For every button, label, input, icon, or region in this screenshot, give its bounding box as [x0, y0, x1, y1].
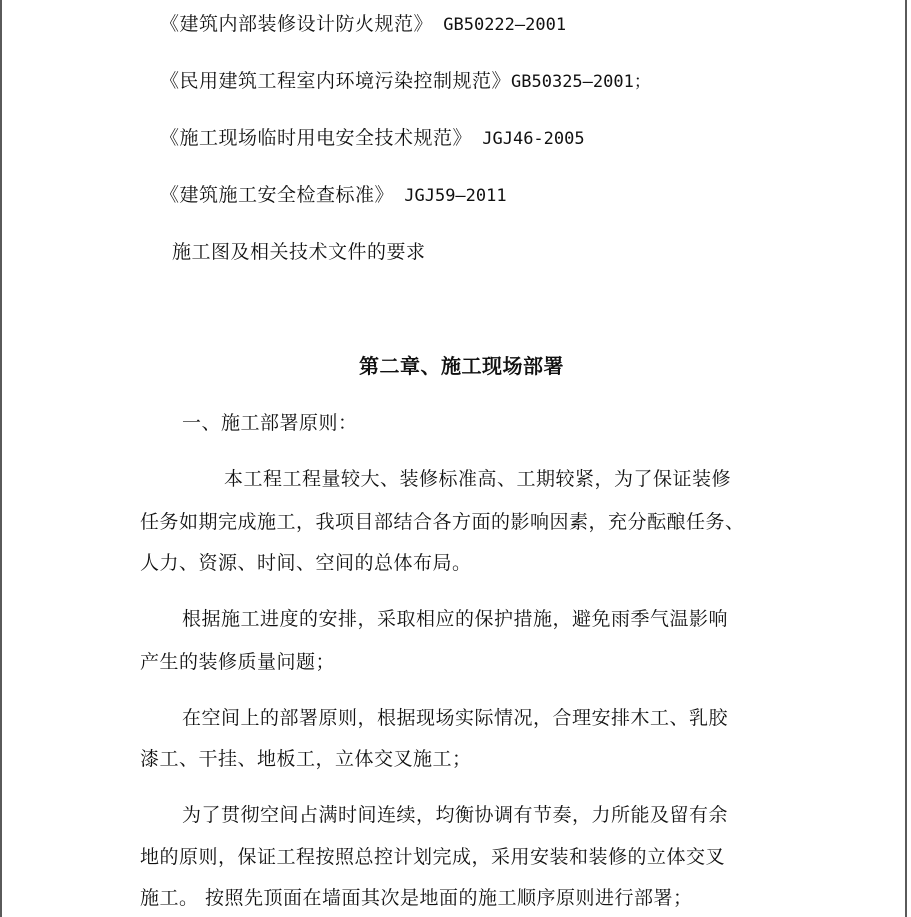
reference-code: JGJ46-2005	[472, 129, 585, 149]
reference-title: 《民用建筑工程室内环境污染控制规范》	[160, 70, 512, 92]
reference-item	[160, 126, 585, 151]
paragraph-line: 在空间上的部署原则，根据现场实际情况，合理安排木工、乳胶	[182, 707, 729, 729]
paragraph-line: 本工程工程量较大、装修标准高、工期较紧，为了保证装修	[224, 468, 732, 490]
reference-item	[160, 69, 651, 94]
reference-item	[160, 12, 566, 37]
reference-title: 《建筑内部装修设计防火规范》	[160, 13, 434, 35]
paragraph-line: 漆工、干挂、地板工，立体交叉施工；	[140, 748, 472, 770]
reference-code: GB50222—2001	[433, 15, 567, 35]
reference-title: 《建筑施工安全检查标准》	[160, 184, 395, 206]
paragraph-line: 地的原则，保证工程按照总控计划完成，采用安装和装修的立体交叉	[140, 846, 726, 868]
paragraph-line: 产生的装修质量问题；	[140, 651, 336, 673]
reference-title: 《施工现场临时用电安全技术规范》	[160, 127, 473, 149]
paragraph-line: 施工。 按照先顶面在墙面其次是地面的施工顺序原则进行部署；	[140, 887, 693, 909]
chapter-title: 第二章、施工现场部署	[359, 354, 564, 378]
paragraph-line: 根据施工进度的安排，采取相应的保护措施，避免雨季气温影响	[182, 608, 729, 630]
paragraph-line: 人力、资源、时间、空间的总体布局。	[140, 552, 472, 574]
paragraph-line: 任务如期完成施工，我项目部结合各方面的影响因素，充分酝酿任务、	[140, 511, 745, 533]
paragraph-line: 为了贯彻空间占满时间连续，均衡协调有节奏，力所能及留有余	[182, 804, 729, 826]
reference-code: JGJ59—2011	[394, 186, 507, 206]
section-title: 一、施工部署原则：	[182, 412, 358, 434]
reference-item	[160, 183, 507, 208]
reference-code: GB50325—2001；	[511, 72, 651, 92]
drawing-requirement: 施工图及相关技术文件的要求	[172, 241, 426, 263]
